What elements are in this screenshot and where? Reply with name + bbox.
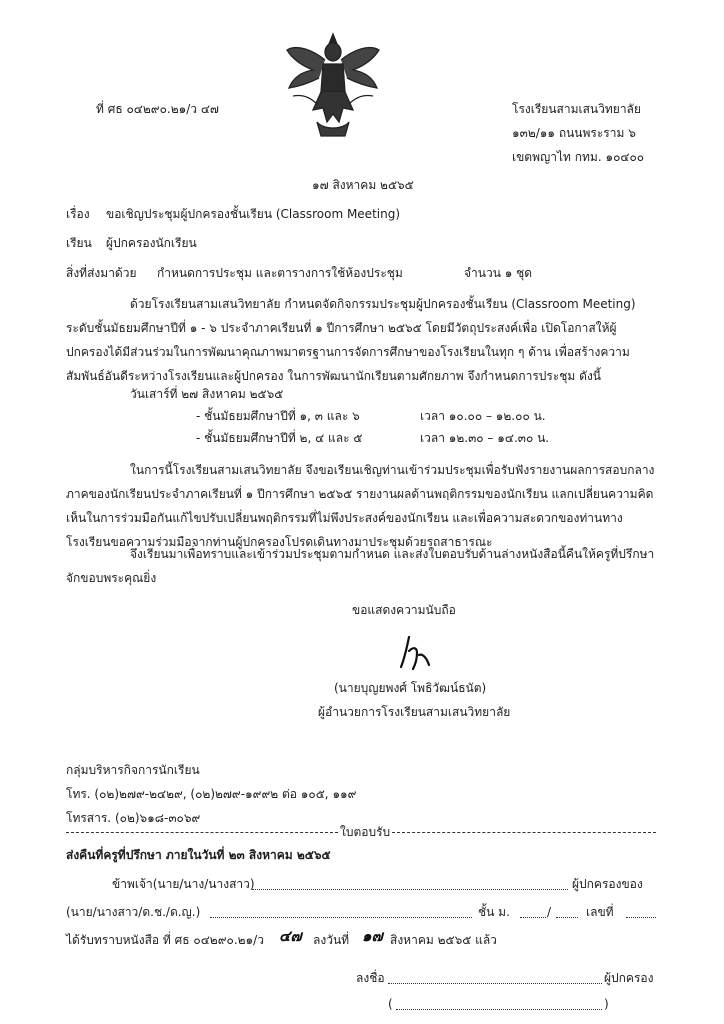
cut-line-right [392,832,656,833]
guardian-name-field[interactable] [252,889,568,890]
acknowledge-suffix: สิงหาคม ๒๕๖๕ แล้ว [390,933,497,947]
sign-role: ผู้ปกครอง [604,971,654,985]
handwritten-letter-number: ๔๗ [279,929,302,945]
reply-slip-title: ใบตอบรับ [340,825,391,839]
handwritten-day: ๑๗ [362,929,383,945]
guardian-signature-field[interactable] [388,983,602,984]
handwritten-signature [395,633,435,673]
to-label: เรียน [66,236,92,250]
student-number-field[interactable] [626,917,656,918]
student-name-field[interactable] [210,917,472,918]
sign-label: ลงชื่อ [356,971,385,985]
signer-name: (นายบุญยพงศ์ โพธิวัฒน์ธนัต) [334,681,487,695]
room-field[interactable] [556,917,578,918]
subject-text: ขอเชิญประชุมผู้ปกครองชั้นเรียน (Classroom Meeting) [106,207,401,221]
org-address-line-3: เขตพญาไท กทม. ๑๐๔๐๐ [512,150,645,164]
schedule-time-2: เวลา ๑๒.๓๐ – ๑๔.๓๐ น. [420,431,550,445]
cut-line-left [66,832,338,833]
meeting-day: วันเสาร์ที่ ๒๗ สิงหาคม ๒๕๖๕ [130,387,284,401]
paragraph-1: ด้วยโรงเรียนสามเสนวิทยาลัย กำหนดจัดกิจกรรมประชุมผู้ปกครองชั้นเรียน (Classroom Meeting) ระดับชั้นมัธยมศึกษาปีที่ ๑ - ๖ ประจำภาคเรียนที่ ๑ ปีการศึกษา ๒๕๖๕ โดยมีวัตถุประสงค์เพื่อ เปิดโอกาสให้ผู้ปกครองได้มีส่วนร่วมในการพัฒนาคุณภาพมาตรฐานการจัดการศึกษาของโรงเรียนในทุก ๆ ด้าน เพื่อสร้างความสัมพันธ์อันดีระหว่างโรงเรียนและผู้ปกครอง ในการพัฒนานักเรียนตามศักยภาพ จึงกำหนดการประชุม ดังนี้ [66,297,636,383]
org-address-line-2: ๑๓๒/๑๑ ถนนพระราม ๖ [512,126,636,140]
subject-label: เรื่อง [66,207,90,221]
printed-name-open-paren: ( [388,997,393,1011]
guardian-printed-name-field[interactable] [396,1009,602,1010]
grade-field[interactable] [520,917,546,918]
guardian-name-label: ข้าพเจ้า(นาย/นาง/นางสาว) [112,877,255,891]
schedule-time-1: เวลา ๑๐.๐๐ – ๑๒.๐๐ น. [420,409,546,423]
to-text: ผู้ปกครองนักเรียน [106,236,197,250]
return-instruction: ส่งคืนที่ครูที่ปรึกษา ภายในวันที่ ๒๓ สิงหาคม ๒๕๖๕ [66,848,331,862]
enclosure-text: กำหนดการประชุม และตารางการใช้ห้องประชุม [157,266,403,280]
printed-name-close-paren: ) [604,997,609,1011]
enclosure-count: จำนวน ๑ ชุด [464,266,533,280]
letter-date: ๑๗ สิงหาคม ๒๕๖๕ [312,178,414,192]
schedule-grades-2: - ชั้นมัธยมศึกษาปีที่ ๒, ๔ และ ๕ [196,431,363,445]
phone: โทร. (๐๒)๒๗๙-๒๔๒๙, (๐๒)๒๗๙-๑๙๙๒ ต่อ ๑๐๕, ๑๑๙ [66,787,357,801]
closing: ขอแสดงความนับถือ [352,603,456,617]
paragraph-3: จึงเรียนมาเพื่อทราบและเข้าร่วมประชุมตามกำหนด และส่งใบตอบรับด้านล่างหนังสือนี้คืนให้ครูที่ปรึกษาจักขอบพระคุณยิ่ง [66,547,655,585]
student-name-label: (นาย/นางสาว/ด.ช./ด.ญ.) [66,905,201,919]
fax: โทรสาร. (๐๒)๖๑๘-๓๐๖๙ [66,811,201,825]
enclosure-label: สิ่งที่ส่งมาด้วย [66,266,137,280]
garuda-emblem [283,30,383,142]
student-number-label: เลขที่ [586,905,614,919]
grade-label: ชั้น ม. [478,905,510,919]
grade-slash: / [547,905,552,919]
acknowledge-prefix: ได้รับทราบหนังสือ ที่ ศธ ๐๔๒๙๐.๒๑/ว [66,933,264,947]
paragraph-2: ในการนี้โรงเรียนสามเสนวิทยาลัย จึงขอเรียนเชิญท่านเข้าร่วมประชุมเพื่อรับฟังรายงานผลการสอบกลางภาคของนักเรียนประจำภาคเรียนที่ ๑ ปีการศึกษา ๒๕๖๕ รายงานผลด้านพฤติกรรมของนักเรียน แลกเปลี่ยนความคิดเห็นในการร่วมมือกันแก้ไขปรับเปลี่ยนพฤติกรรมที่ไม่พึงประสงค์ของนักเรียน และเพื่อความสะดวกของท่านทางโรงเรียนขอความร่วมมือจากท่านผู้ปกครองโปรดเดินทางมาประชุมด้วยรถสาธารณะ [66,463,655,549]
reference-number: ที่ ศธ ๐๔๒๙๐.๒๑/ว ๔๗ [96,102,219,116]
acknowledge-date-label: ลงวันที่ [313,933,350,947]
schedule-grades-1: - ชั้นมัธยมศึกษาปีที่ ๑, ๓ และ ๖ [196,409,360,423]
org-address-line-1: โรงเรียนสามเสนวิทยาลัย [512,102,641,116]
department: กลุ่มบริหารกิจการนักเรียน [66,763,200,777]
guardian-of-label: ผู้ปกครองของ [572,877,643,891]
signer-title: ผู้อำนวยการโรงเรียนสามเสนวิทยาลัย [318,705,511,719]
